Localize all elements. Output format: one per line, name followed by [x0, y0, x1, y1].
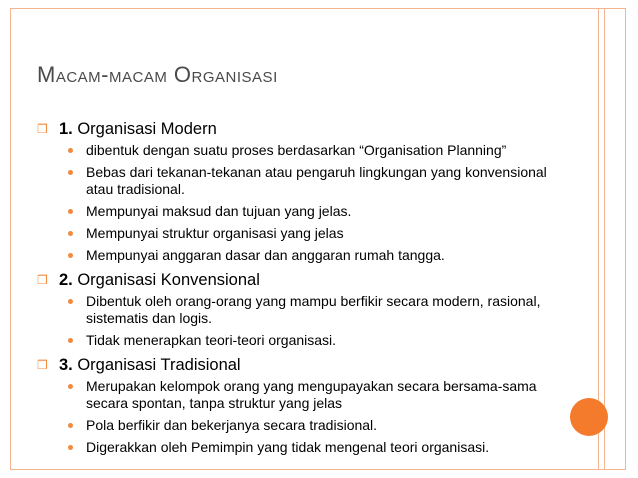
slide-content — [37, 118, 577, 461]
square-bullet-icon: ❒ — [37, 273, 48, 287]
section-heading — [59, 354, 577, 376]
list-item-text: Dibentuk oleh orang-orang yang mampu berfikir secara modern, rasional, sistematis dan logis. — [86, 293, 541, 326]
list-item — [59, 378, 577, 412]
dot-bullet-icon — [68, 231, 73, 236]
dot-bullet-icon — [68, 338, 73, 343]
list-item — [59, 203, 577, 220]
list-item — [59, 293, 577, 327]
dot-bullet-icon — [68, 170, 73, 175]
list-item — [59, 332, 577, 349]
list-item-text: Pola berfikir dan bekerjanya secara tradisional. — [86, 417, 378, 433]
section-organisasi-tradisional — [37, 354, 577, 456]
section-title: Organisasi Tradisional — [72, 356, 241, 374]
list-item — [59, 439, 577, 456]
list-item-text: Bebas dari tekanan-tekanan atau pengaruh lingkungan yang konvensional atau tradisional. — [86, 164, 547, 197]
section-number: 2. — [59, 271, 73, 289]
list-item-text: Merupakan kelompok orang yang mengupayakan secara bersama-sama secara spontan, tanpa struktur yang jelas — [86, 378, 537, 411]
list-item — [59, 164, 577, 198]
list-item-text: Tidak menerapkan teori-teori organisasi. — [86, 332, 337, 348]
square-bullet-icon: ❒ — [37, 358, 48, 372]
section-number: 3. — [59, 356, 73, 374]
list-item-text: Mempunyai maksud dan tujuan yang jelas. — [86, 203, 352, 219]
list-item — [59, 142, 577, 159]
frame-line-right-2 — [604, 8, 605, 470]
section-organisasi-konvensional — [37, 269, 577, 349]
list-item — [59, 417, 577, 434]
dot-bullet-icon — [68, 209, 73, 214]
dot-bullet-icon — [68, 148, 73, 153]
item-list — [59, 378, 577, 456]
item-list — [59, 293, 577, 349]
dot-bullet-icon — [68, 384, 73, 389]
section-title: Organisasi Modern — [72, 120, 217, 138]
square-bullet-icon: ❒ — [37, 122, 48, 136]
list-item-text: Mempunyai struktur organisasi yang jelas — [86, 225, 344, 241]
dot-bullet-icon — [68, 299, 73, 304]
section-heading — [59, 269, 577, 291]
list-item-text: dibentuk dengan suatu proses berdasarkan “Organisation Planning” — [86, 142, 507, 158]
dot-bullet-icon — [68, 253, 73, 258]
section-heading — [59, 118, 577, 140]
list-item — [59, 225, 577, 242]
slide-title: Macam-macam Organisasi — [37, 62, 278, 87]
list-item-text: Mempunyai anggaran dasar dan anggaran rumah tangga. — [86, 247, 445, 263]
item-list — [59, 142, 577, 264]
dot-bullet-icon — [68, 423, 73, 428]
list-item — [59, 247, 577, 264]
dot-bullet-icon — [68, 445, 73, 450]
decorative-orange-circle — [570, 398, 608, 436]
section-number: 1. — [59, 120, 73, 138]
list-item-text: Digerakkan oleh Pemimpin yang tidak mengenal teori organisasi. — [86, 439, 490, 455]
section-organisasi-modern — [37, 118, 577, 264]
section-title: Organisasi Konvensional — [72, 271, 260, 289]
